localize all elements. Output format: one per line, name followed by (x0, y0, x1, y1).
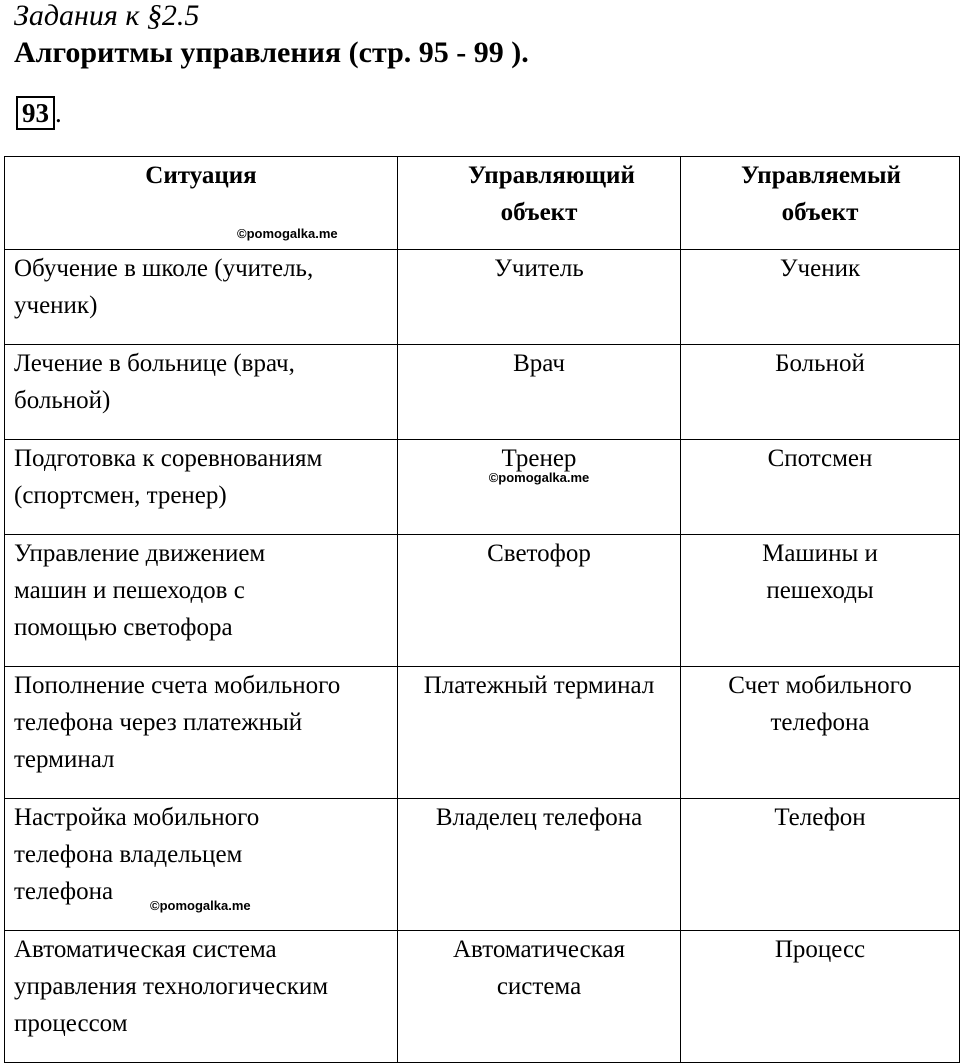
controller-cell: Врач (398, 345, 681, 440)
table-row (5, 931, 960, 1063)
controller-cell: Светофор (398, 535, 681, 667)
controlled-cell: Больной (681, 345, 960, 440)
control-table (4, 156, 960, 1063)
watermark: ©pomogalka.me (237, 226, 338, 241)
controller-cell: Владелец телефона (398, 799, 681, 931)
situation-cell: Пополнение счета мобильного телефона через платежный терминал (5, 667, 398, 799)
controlled-cell: Процесс (681, 931, 960, 1063)
situation-cell: Лечение в больнице (врач, больной) (5, 345, 398, 440)
controller-cell: Автоматическая система (398, 931, 681, 1063)
watermark: ©pomogalka.me (488, 470, 590, 485)
column-header-controller-label: Управляющий объект (468, 162, 635, 226)
table-header-row (5, 157, 960, 250)
table-row (5, 799, 960, 931)
column-header-controlled-label: Управляемый объект (741, 162, 901, 226)
controller-cell (398, 440, 681, 535)
controlled-cell: Счет мобильного телефона (681, 667, 960, 799)
table-row (5, 345, 960, 440)
situation-cell: Управление движением машин и пешеходов с помощью светофора (5, 535, 398, 667)
watermark: ©pomogalka.me (150, 898, 251, 913)
column-header-situation (5, 157, 398, 250)
controlled-cell: Спотсмен (681, 440, 960, 535)
situation-cell-text: Настройка мобильного телефона владельцем телефона (14, 804, 260, 905)
column-header-controlled (681, 157, 960, 250)
situation-cell: Обучение в школе (учитель, ученик) (5, 250, 398, 345)
controller-cell: Платежный терминал (398, 667, 681, 799)
controller-cell-text: Тренер (501, 445, 577, 472)
situation-cell: Подготовка к соревнованиям (спортсмен, тренер) (5, 440, 398, 535)
controlled-cell: Телефон (681, 799, 960, 931)
section-subtitle: Задания к §2.5 (14, 0, 200, 32)
table-row (5, 535, 960, 667)
column-header-controller (398, 157, 681, 250)
task-number-box: 93 (16, 96, 55, 130)
table-row (5, 667, 960, 799)
table-row (5, 440, 960, 535)
situation-cell (5, 799, 398, 931)
table-row (5, 250, 960, 345)
page-title: Алгоритмы управления (стр. 95 - 99 ). (14, 36, 529, 69)
situation-cell: Автоматическая система управления технологическим процессом (5, 931, 398, 1063)
controlled-cell: Ученик (681, 250, 960, 345)
task-number (16, 96, 62, 128)
task-number-dot: . (55, 98, 62, 128)
controller-cell: Учитель (398, 250, 681, 345)
column-header-situation-label: Ситуация (145, 162, 257, 189)
controlled-cell: Машины и пешеходы (681, 535, 960, 667)
